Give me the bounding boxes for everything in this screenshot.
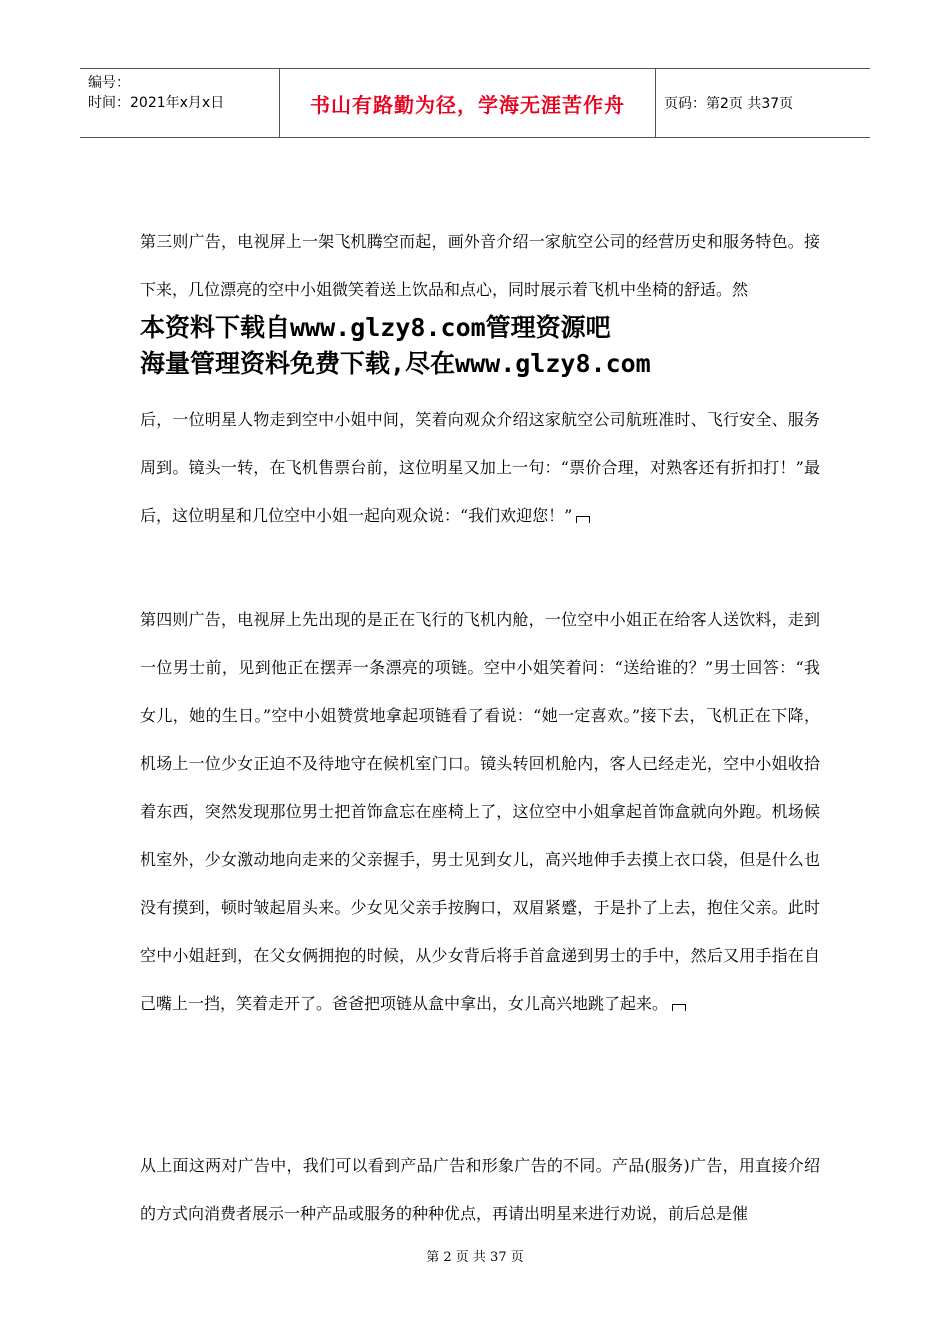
paragraph-comparison — [140, 1142, 820, 1238]
page-footer: 第 2 页 共 37 页 — [426, 1250, 524, 1265]
watermark-line-2: 海量管理资料免费下载,尽在www.glzy8.com — [140, 349, 651, 378]
return-mark-icon — [576, 516, 590, 523]
number-label: 编号： — [88, 75, 130, 91]
header-page-info: 页码：第2页 共37页 — [664, 96, 794, 112]
paragraph-third-ad-part2 — [140, 396, 820, 540]
time-label: 时间：2021年x月x日 — [88, 95, 225, 111]
header-motto: 书山有路勤为径，学海无涯苦作舟 — [280, 69, 656, 137]
paragraph-text: 从上面这两对广告中，我们可以看到产品广告和形象广告的不同。产品(服务)广告，用直接介绍的方式向消费者展示一种产品或服务的种种优点，再请出明星来进行劝说，前后总是催 — [140, 1156, 820, 1223]
header-meta — [80, 69, 280, 137]
paragraph-fourth-ad — [140, 596, 820, 1028]
paragraph-text: 第四则广告，电视屏上先出现的是正在飞行的飞机内舱，一位空中小姐正在给客人送饮料，走到一位男士前，见到他正在摆弄一条漂亮的项链。空中小姐笑着问：“送给谁的？”男士回答：“我女儿，她的生日。”空中小姐赞赏地拿起项链看了看说：“她一定喜欢。”接下去，飞机正在下降，机场上一位少女正迫不及待地守在候机室门口。镜头转回机舱内，客人已经走光，空中小姐收拾着东西，突然发现那位男士把首饰盒忘在座椅上了，这位空中小姐拿起首饰盒就向外跑。机场候机室外，少女激动地向走来的父亲握手，男士见到女儿，高兴地伸手去摸上衣口袋，但是什么也没有摸到，顿时皱起眉头来。少女见父亲手按胸口，双眉紧蹙，于是扑了上去，抱住父亲。此时空中小姐赶到，在父女俩拥抱的时候，从少女背后将手首盒递到男士的手中，然后又用手指在自己嘴上一挡，笑着走开了。爸爸把项链从盒中拿出，女儿高兴地跳了起来。 — [140, 610, 820, 1013]
paragraph-third-ad-part1 — [140, 218, 820, 314]
paragraph-text: 第三则广告，电视屏上一架飞机腾空而起，画外音介绍一家航空公司的经营历史和服务特色。接下来，几位漂亮的空中小姐微笑着送上饮品和点心，同时展示着飞机中坐椅的舒适。然 — [140, 232, 820, 299]
page-header — [80, 68, 870, 138]
return-mark-icon — [672, 1004, 686, 1011]
watermark-line-1: 本资料下载自www.glzy8.com管理资源吧 — [140, 313, 611, 342]
paragraph-text: 后，一位明星人物走到空中小姐中间，笑着向观众介绍这家航空公司航班准时、飞行安全、服务周到。镜头一转，在飞机售票台前，这位明星又加上一句：“票价合理，对熟客还有折扣打！”最后，这位明星和几位空中小姐一起向观众说：“我们欢迎您！” — [140, 410, 820, 525]
